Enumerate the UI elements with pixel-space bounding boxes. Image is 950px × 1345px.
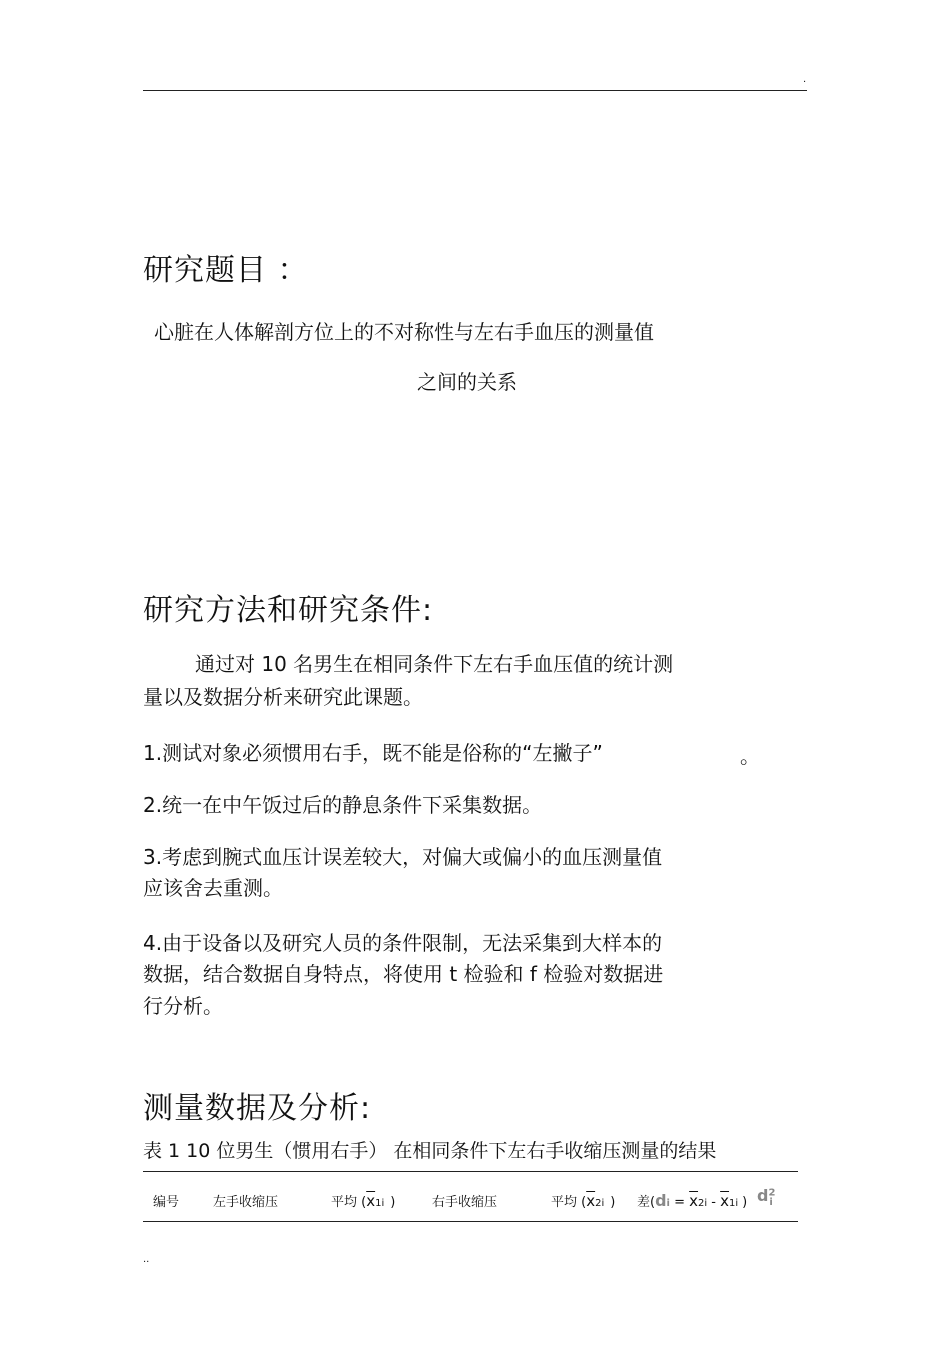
condition-item-1: 1.测试对象必须惯用右手，既不能是俗称的“左撇子”	[143, 741, 603, 765]
condition-item-4-line-2: 数据，结合数据自身特点，将使用 t 检验和 f 检验对数据进	[143, 962, 664, 986]
header-rule	[143, 90, 807, 91]
condition-item-1-end: 。	[740, 744, 760, 768]
method-paragraph-line-2: 量以及数据分析来研究此课题。	[143, 685, 423, 709]
table-header-bottom-rule	[143, 1221, 798, 1222]
footer-mark: ..	[143, 1254, 150, 1265]
condition-item-2: 2.统一在中午饭过后的静息条件下采集数据。	[143, 793, 543, 817]
condition-item-4-line-1: 4.由于设备以及研究人员的条件限制，无法采集到大样本的	[143, 931, 663, 955]
col-left-header: 左手收缩压	[213, 1195, 279, 1210]
title-heading: 研究题目 ：	[143, 253, 309, 288]
title-line-2: 之间的关系	[417, 370, 517, 394]
col-diff-header: 差($di = \overline{x}2i - \overline{x}1i$ )	[637, 1191, 748, 1210]
table-top-rule	[143, 1171, 798, 1172]
condition-item-4-line-3: 行分析。	[143, 994, 223, 1018]
col-right-header: 右手收缩压	[432, 1195, 498, 1210]
header-mark: .	[803, 74, 807, 85]
condition-item-3-line-2: 应该舍去重测。	[143, 876, 283, 900]
title-line-1: 心脏在人体解剖方位上的不对称性与左右手血压的测量值	[154, 320, 654, 344]
col-id-header: 编号	[153, 1195, 180, 1210]
method-heading: 研究方法和研究条件:	[143, 593, 434, 628]
data-heading: 测量数据及分析:	[143, 1091, 372, 1126]
col-avg-right-header: 平均 ($\overline{x}2i$ )	[551, 1192, 616, 1210]
col-avg-left-header: 平均 ($\overline{x}1i$ )	[331, 1192, 396, 1210]
condition-item-3-line-1: 3.考虑到腕式血压计误差较大，对偏大或偏小的血压测量值	[143, 845, 663, 869]
method-paragraph-line-1: 通过对 10 名男生在相同条件下左右手血压值的统计测	[195, 652, 674, 676]
table-caption: 表 1 10 位男生（惯用右手） 在相同条件下左右手收缩压测量的结果	[143, 1140, 717, 1162]
col-d-squared-header: $d^2_i$	[757, 1186, 776, 1208]
